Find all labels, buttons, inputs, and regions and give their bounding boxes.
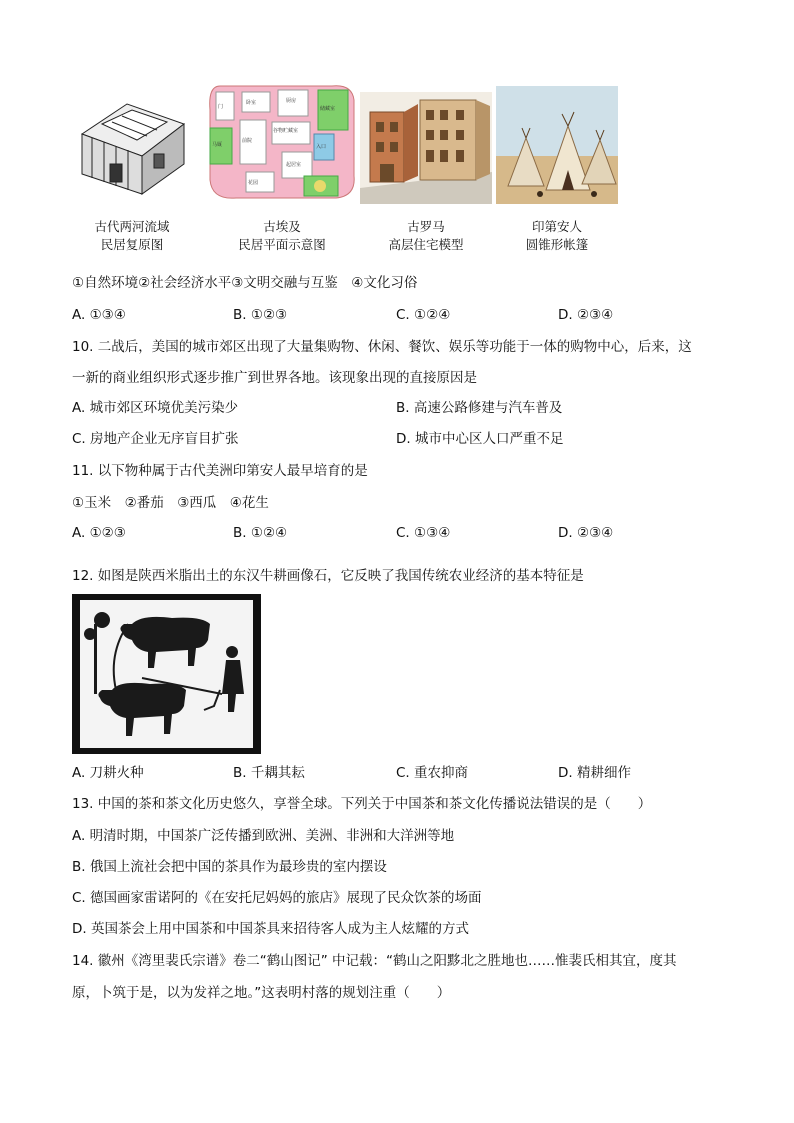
map-label: 前院 (242, 138, 253, 144)
rome-insula-image (360, 92, 492, 204)
map-label: 谷物贮藏室 (273, 128, 299, 134)
q12-option-d[interactable]: D. 精耕细作 (558, 765, 631, 781)
figure-caption-line: 印第安人 (531, 219, 582, 234)
q10-stem-line2: 一新的商业组织形式逐步推广到世界各地。该现象出现的直接原因是 (72, 370, 477, 386)
q9-option-d[interactable]: D. ②③④ (558, 307, 614, 323)
q12-option-c[interactable]: C. 重农抑商 (396, 765, 469, 781)
map-label: 花园 (248, 180, 259, 186)
q12-option-b[interactable]: B. 千耦其耘 (233, 765, 305, 781)
figure-caption (360, 218, 492, 254)
figure-caption (72, 218, 192, 254)
map-label: 马厩 (212, 142, 223, 148)
q11-option-b[interactable]: B. ①②④ (233, 525, 288, 541)
q14-stem-line1: 14. 徽州《湾里裴氏宗谱》卷二“鹤山图记” 中记载：“鹤山之阳黟北之胜地也……惟裴氏相其宜，度其 (72, 953, 677, 969)
ox-plowing-stone-relief-image (72, 594, 261, 754)
egypt-floorplan-image (206, 80, 358, 204)
figure-caption-line: 民居平面示意图 (238, 237, 326, 252)
map-label: 门 (218, 104, 224, 110)
q11-option-a[interactable]: A. ①②③ (72, 525, 126, 541)
q13-option-d[interactable]: D. 英国茶会上用中国茶和中国茶具来招待客人成为主人炫耀的方式 (72, 921, 469, 937)
q10-option-a[interactable]: A. 城市郊区环境优美污染少 (72, 400, 239, 416)
figure-caption-line: 古代两河流域 (94, 219, 170, 234)
mesopotamia-house-image (72, 94, 192, 206)
q10-option-d[interactable]: D. 城市中心区人口严重不足 (396, 431, 564, 447)
map-label: 卧室 (246, 100, 257, 106)
map-label: 入口 (316, 144, 327, 150)
figure-caption-line: 民居复原图 (100, 237, 164, 252)
tipi-painting-image (496, 86, 618, 204)
q12-option-a[interactable]: A. 刀耕火种 (72, 765, 144, 781)
q10-option-c[interactable]: C. 房地产企业无序盲目扩张 (72, 431, 239, 447)
q10-stem-line1: 10. 二战后，美国的城市郊区出现了大量集购物、休闲、餐饮、娱乐等功能于一体的购物中心，后来，这 (72, 339, 692, 355)
figure-caption (206, 218, 358, 254)
q13-option-b[interactable]: B. 俄国上流社会把中国的茶具作为最珍贵的室内摆设 (72, 859, 387, 875)
q11-stem: 11. 以下物种属于古代美洲印第安人最早培育的是 (72, 463, 368, 479)
q13-option-a[interactable]: A. 明清时期，中国茶广泛传播到欧洲、美洲、非洲和大洋洲等地 (72, 828, 455, 844)
figure-caption-line: 古罗马 (407, 219, 445, 234)
q13-option-c[interactable]: C. 德国画家雷诺阿的《在安托尼妈妈的旅店》展现了民众饮茶的场面 (72, 890, 482, 906)
figure-caption (496, 218, 618, 254)
q9-option-c[interactable]: C. ①②④ (396, 307, 451, 323)
q9-option-b[interactable]: B. ①②③ (233, 307, 288, 323)
q9-statements: ①自然环境②社会经济水平③文明交融与互鉴 ④文化习俗 (72, 275, 418, 291)
q11-option-d[interactable]: D. ②③④ (558, 525, 614, 541)
map-label: 厨房 (286, 98, 297, 104)
figure-caption-line: 圆锥形帐篷 (525, 237, 589, 252)
q11-option-c[interactable]: C. ①③④ (396, 525, 451, 541)
q12-stem: 12. 如图是陕西米脂出土的东汉牛耕画像石，它反映了我国传统农业经济的基本特征是 (72, 568, 584, 584)
q13-stem: 13. 中国的茶和茶文化历史悠久，享誉全球。下列关于中国茶和茶文化传播说法错误的是（ ） (72, 796, 652, 812)
figure-caption-line: 古埃及 (263, 219, 301, 234)
q9-option-a[interactable]: A. ①③④ (72, 307, 126, 323)
q11-statements: ①玉米 ②番茄 ③西瓜 ④花生 (72, 495, 269, 511)
map-label: 起居室 (286, 162, 302, 168)
q14-stem-line2: 原，卜筑于是，以为发祥之地。”这表明村落的规划注重（ ） (72, 985, 451, 1001)
map-label: 储藏室 (320, 106, 336, 112)
figure-caption-line: 高层住宅模型 (388, 237, 464, 252)
q10-option-b[interactable]: B. 高速公路修建与汽车普及 (396, 400, 563, 416)
